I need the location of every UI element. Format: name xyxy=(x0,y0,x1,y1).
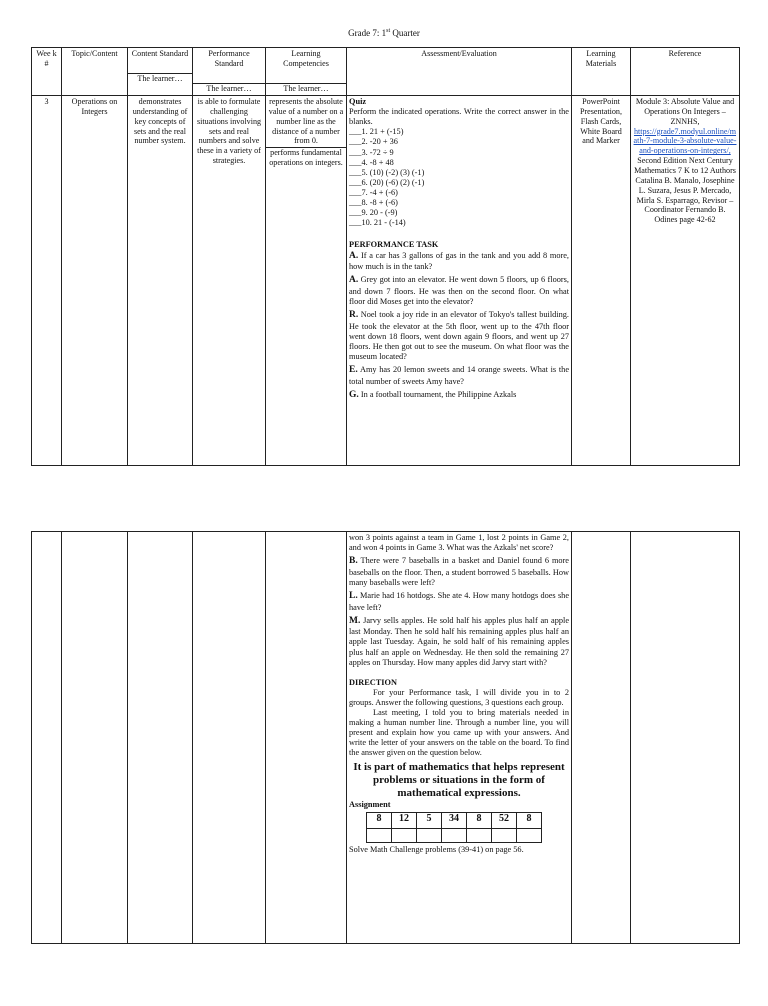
problem-item xyxy=(349,556,569,588)
answer-box: 52 xyxy=(492,813,517,829)
problem-letter: M. xyxy=(349,615,361,626)
problem-letter: L. xyxy=(349,591,358,602)
quiz-title: Quiz xyxy=(349,97,367,106)
answer-box: 12 xyxy=(392,813,417,829)
quiz-item: ___9. 20 - (-9) xyxy=(349,208,398,218)
direction-title: DIRECTION xyxy=(349,677,397,687)
lesson-plan-table xyxy=(31,47,740,466)
header-performance-standard xyxy=(193,48,266,96)
problem-letter: R. xyxy=(349,310,359,321)
sub-label-performance: The learner… xyxy=(193,83,265,94)
content-standard-cell: demonstrates understanding of key concepts of sets and the real number system. xyxy=(128,96,193,466)
problem-text: Grey got into an elevator. He went down 5 floors, up 6 floors, and down 7 floors. He was then on the second floor. On what floor did Moses get into the elevator? xyxy=(349,275,569,306)
lesson-plan-table-continued xyxy=(31,531,740,944)
problem-text: Amy has 20 lemon sweets and 14 orange sweets. What is the total number of sweets Amy have? xyxy=(349,365,569,386)
problem-item xyxy=(349,310,569,362)
quiz-item: ___1. 21 + (-15) xyxy=(349,127,404,137)
problem-text: Jarvy sells apples. He sold half his apples plus half an apple last Monday. Then he sold half his remaining apples plus half an apple last Tuesday. Again, he sold half of his remaining apples plus half an apple on Wednesday. He then sold the remaining 27 apples on Thursday. How many apples did Jarvy start with? xyxy=(349,615,570,667)
problem-item xyxy=(349,390,569,402)
answer-table xyxy=(366,812,542,843)
problem-item xyxy=(349,591,569,613)
problem-item xyxy=(349,365,569,387)
answer-blank xyxy=(467,829,492,843)
header-topic: Topic/Content xyxy=(62,48,128,96)
answer-blank-row xyxy=(367,829,542,843)
continued-row xyxy=(32,532,740,944)
header-reference: Reference xyxy=(631,48,740,96)
materials-cell: PowerPoint Presentation, Flash Cards, White Board and Marker xyxy=(572,96,631,466)
header-row xyxy=(32,48,740,96)
empty-cell xyxy=(62,532,128,944)
header-assessment: Assessment/Evaluation xyxy=(347,48,572,96)
header-materials: Learning Materials xyxy=(572,48,631,96)
content-row xyxy=(32,96,740,466)
assignment-title: Assignment xyxy=(349,800,391,810)
competencies-cell xyxy=(266,96,347,466)
empty-cell xyxy=(572,532,631,944)
page-title xyxy=(0,28,768,38)
problem-continued: won 3 points against a team in Game 1, lost 2 points in Game 2, and won 4 points in Game 3. What was the Azkals' net score? xyxy=(349,533,569,553)
empty-cell xyxy=(266,532,347,944)
quiz-list xyxy=(349,127,569,228)
answer-blank xyxy=(367,829,392,843)
topic-cell: Operations on Integers xyxy=(62,96,128,466)
answer-blank xyxy=(492,829,517,843)
problem-letter: E. xyxy=(349,365,358,376)
assessment-cell xyxy=(347,96,572,466)
answer-box: 8 xyxy=(367,813,392,829)
empty-cell xyxy=(631,532,740,944)
header-competencies-label: Learning Competencies xyxy=(283,49,329,68)
header-performance-standard-label: Performance Standard xyxy=(208,49,250,68)
reference-cell xyxy=(631,96,740,466)
problem-letter: A. xyxy=(349,250,359,261)
sub-label-content: The learner… xyxy=(128,73,192,84)
performance-standard-cell: is able to formulate challenging situations involving sets and real numbers and solve these in a variety of strategies. xyxy=(193,96,266,466)
problem-text: In a football tournament, the Philippine Azkals xyxy=(360,389,517,399)
empty-cell xyxy=(128,532,193,944)
reference-link[interactable]: https://grade7.modyul.online/math-7-module-3-absolute-value-and-operations-on-integers/, xyxy=(633,126,737,156)
answer-blank xyxy=(442,829,467,843)
answer-blank xyxy=(517,829,542,843)
quiz-item: ___7. -4 + (-6) xyxy=(349,187,398,197)
quiz-instruction: Perform the indicated operations. Write the correct answer in the blanks. xyxy=(349,107,569,127)
problem-item xyxy=(349,616,569,668)
empty-cell xyxy=(32,532,62,944)
competency-1: represents the absolute value of a number on a number line as the distance of a number from 0. xyxy=(266,97,346,148)
quiz-item: ___10. 21 - (-14) xyxy=(349,218,406,228)
performance-task-title: PERFORMANCE TASK xyxy=(349,240,439,250)
emphasis-statement: It is part of mathematics that helps represent problems or situations in the form of mathematical expressions. xyxy=(353,760,565,799)
answer-blank xyxy=(417,829,442,843)
answer-number-row xyxy=(367,813,542,829)
direction-paragraph-2: Last meeting, I told you to bring materials needed in making a human number line. Through a number line, you will present and explain how you came up with your answers. And write the letter of your answers on the table on the board. To find the answer given on the question below. xyxy=(349,708,569,758)
page-title-rest: Quarter xyxy=(390,28,420,38)
week-cell: 3 xyxy=(32,96,62,466)
answer-box: 34 xyxy=(442,813,467,829)
assessment-cell-continued xyxy=(347,532,572,944)
answer-blank xyxy=(392,829,417,843)
reference-details: Second Edition Next Century Mathematics 7 K to 12 Authors Catalina B. Manalo, Josephine L. Suzara, Jesus P. Mercado, Mirla S. Esparrago, Revisor – Coordinator Fernando B. Odines page 42-62 xyxy=(634,156,736,225)
problem-item xyxy=(349,251,569,273)
reference-title: Module 3: Absolute Value and Operations On Integers – ZNNHS, xyxy=(635,97,735,126)
problem-text: Marie had 16 hotdogs. She ate 4. How many hotdogs does she have left? xyxy=(349,591,570,612)
quiz-item: ___3. -72 ÷ 9 xyxy=(349,147,394,157)
problem-text: If a car has 3 gallons of gas in the tank and you add 8 more, how much is in the tank? xyxy=(349,250,569,272)
header-week: Wee k # xyxy=(32,48,62,96)
header-content-standard xyxy=(128,48,193,96)
empty-cell xyxy=(193,532,266,944)
quiz-item: ___5. (10) (-2) (3) (-1) xyxy=(349,167,425,177)
header-content-standard-label: Content Standard xyxy=(131,49,189,58)
answer-box: 5 xyxy=(417,813,442,829)
problem-item xyxy=(349,275,569,307)
assignment-text: Solve Math Challenge problems (39-41) on page 56. xyxy=(349,845,524,855)
problem-text: There were 7 baseballs in a basket and Daniel found 6 more baseballs on the floor. Then, a student borrowed 5 baseballs. How many baseballs were left? xyxy=(349,556,569,587)
header-competencies xyxy=(266,48,347,96)
competency-2: performs fundamental operations on integers. xyxy=(269,148,343,168)
quiz-item: ___4. -8 + 48 xyxy=(349,157,394,167)
quiz-item: ___8. -8 + (-6) xyxy=(349,198,398,208)
problem-letter: B. xyxy=(349,556,358,567)
answer-box: 8 xyxy=(467,813,492,829)
page-title-main: Grade 7: 1 xyxy=(348,28,387,38)
page-title-sup: st xyxy=(386,28,391,34)
direction-paragraph-1: For your Performance task, I will divide you in to 2 groups. Answer the following questions, 3 questions each group. xyxy=(349,687,569,707)
problem-text: Noel took a joy ride in an elevator of Tokyo's tallest building. He took the elevator at the 5th floor, went up to the 47th floor went down 18 floors, went down again 9 floors, and went up 27 floors. He then got out to see the museum. On what floor was the museum located? xyxy=(349,310,569,361)
answer-box: 8 xyxy=(517,813,542,829)
quiz-item: ___6. (20) (-6) (2) (-1) xyxy=(349,177,425,187)
quiz-item: ___2. -20 + 36 xyxy=(349,137,398,147)
problem-letter: G. xyxy=(349,389,359,400)
problem-letter: A. xyxy=(349,275,359,286)
sub-label-competencies: The learner… xyxy=(266,83,346,94)
